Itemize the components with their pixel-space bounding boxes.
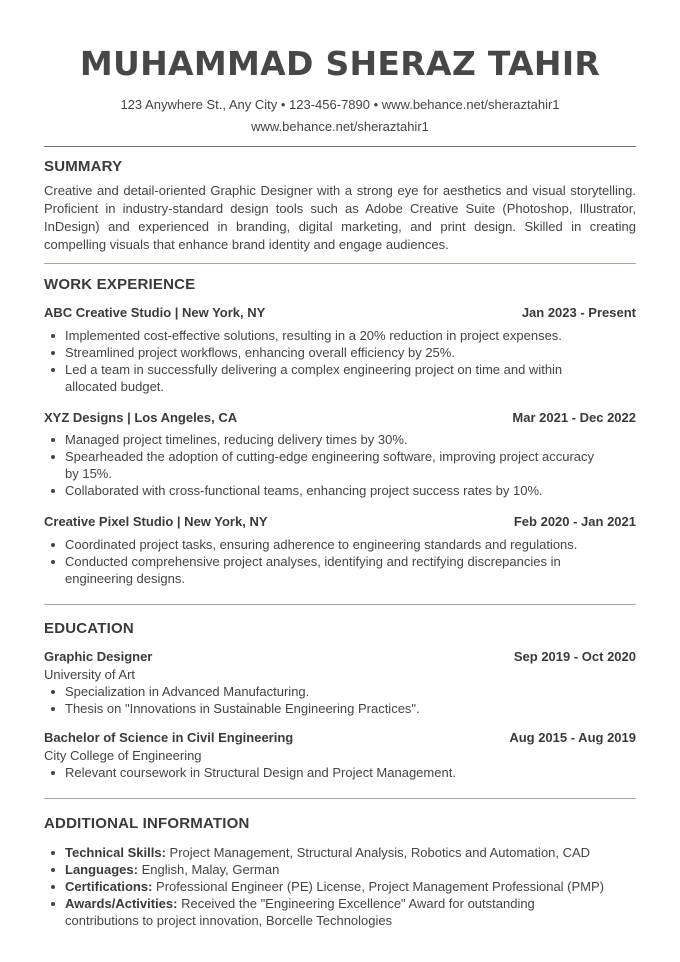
additional-info-list bbox=[44, 844, 604, 929]
education-header bbox=[44, 648, 636, 666]
education-dates: Sep 2019 - Oct 2020 bbox=[513, 649, 636, 664]
job-header bbox=[44, 513, 636, 531]
info-value: Professional Engineer (PE) License, Project Management Professional (PMP) bbox=[152, 879, 605, 894]
education-bullets bbox=[44, 683, 604, 717]
education-heading: EDUCATION bbox=[44, 620, 134, 637]
info-item bbox=[44, 878, 604, 895]
job-bullets bbox=[44, 431, 604, 499]
job-dates: Feb 2020 - Jan 2021 bbox=[513, 514, 636, 529]
education-header bbox=[44, 729, 636, 747]
bullet-item: Conducted comprehensive project analyses, identifying and rectifying discrepancies in engineering designs. bbox=[44, 553, 604, 587]
contact-line-primary: 123 Anywhere St., Any City • 123-456-7890 • www.behance.net/sheraztahir1 bbox=[120, 97, 560, 112]
additional-info-heading: ADDITIONAL INFORMATION bbox=[44, 815, 250, 832]
info-value: Project Management, Structural Analysis, Robotics and Automation, CAD bbox=[165, 845, 591, 860]
section-divider bbox=[44, 604, 636, 605]
education-degree: Bachelor of Science in Civil Engineering bbox=[44, 730, 294, 745]
info-value: Received the "Engineering Excellence" Award for outstanding contributions to project innovation, Borcelle Technologies bbox=[65, 896, 535, 928]
header-divider bbox=[44, 146, 636, 147]
bullet-item: Streamlined project workflows, enhancing overall efficiency by 25%. bbox=[44, 344, 604, 361]
info-item bbox=[44, 861, 604, 878]
job-dates: Jan 2023 - Present bbox=[521, 305, 636, 320]
job-bullets bbox=[44, 536, 604, 587]
job-bullets bbox=[44, 327, 604, 395]
bullet-item: Relevant coursework in Structural Design and Project Management. bbox=[44, 764, 604, 781]
section-divider bbox=[44, 263, 636, 264]
job-company: Creative Pixel Studio | New York, NY bbox=[44, 514, 268, 529]
bullet-item: Coordinated project tasks, ensuring adherence to engineering standards and regulations. bbox=[44, 536, 604, 553]
job-dates: Mar 2021 - Dec 2022 bbox=[512, 410, 636, 425]
info-value: English, Malay, German bbox=[137, 862, 280, 877]
bullet-item: Collaborated with cross-functional teams, enhancing project success rates by 10%. bbox=[44, 482, 604, 499]
info-label: Technical Skills: bbox=[65, 845, 166, 860]
info-item bbox=[44, 844, 604, 861]
job-company: ABC Creative Studio | New York, NY bbox=[44, 305, 266, 320]
education-school: University of Art bbox=[44, 667, 136, 682]
education-school: City College of Engineering bbox=[44, 748, 202, 763]
bullet-item: Led a team in successfully delivering a complex engineering project on time and within allocated budget. bbox=[44, 361, 604, 395]
bullet-item: Implemented cost-effective solutions, resulting in a 20% reduction in project expenses. bbox=[44, 327, 604, 344]
info-label: Awards/Activities: bbox=[65, 896, 178, 911]
candidate-name: MUHAMMAD SHERAZ TAHIR bbox=[79, 44, 601, 83]
info-label: Languages: bbox=[65, 862, 138, 877]
bullet-item: Thesis on "Innovations in Sustainable Engineering Practices". bbox=[44, 700, 604, 717]
bullet-item: Specialization in Advanced Manufacturing. bbox=[44, 683, 604, 700]
education-degree: Graphic Designer bbox=[44, 649, 153, 664]
education-bullets bbox=[44, 764, 604, 781]
section-divider bbox=[44, 798, 636, 799]
work-experience-heading: WORK EXPERIENCE bbox=[44, 276, 196, 293]
info-item bbox=[44, 895, 604, 929]
job-header bbox=[44, 409, 636, 427]
bullet-item: Managed project timelines, reducing delivery times by 30%. bbox=[44, 431, 604, 448]
bullet-item: Spearheaded the adoption of cutting-edge engineering software, improving project accuracy by 15%. bbox=[44, 448, 604, 482]
education-dates: Aug 2015 - Aug 2019 bbox=[509, 730, 636, 745]
contact-line-website: www.behance.net/sheraztahir1 bbox=[251, 119, 429, 134]
job-header bbox=[44, 304, 636, 322]
job-company: XYZ Designs | Los Angeles, CA bbox=[44, 410, 238, 425]
info-label: Certifications: bbox=[65, 879, 153, 894]
summary-heading: SUMMARY bbox=[44, 158, 123, 175]
summary-text: Creative and detail-oriented Graphic Designer with a strong eye for aesthetics and visual storytelling. Proficient in industry-standard design tools such as Adobe Creative Suite (Photoshop, Illustrator, InDesign) and experienced in branding, digital marketing, and print design. Skilled in creating compelling visuals that enhance brand identity and engage audiences. bbox=[44, 183, 636, 252]
